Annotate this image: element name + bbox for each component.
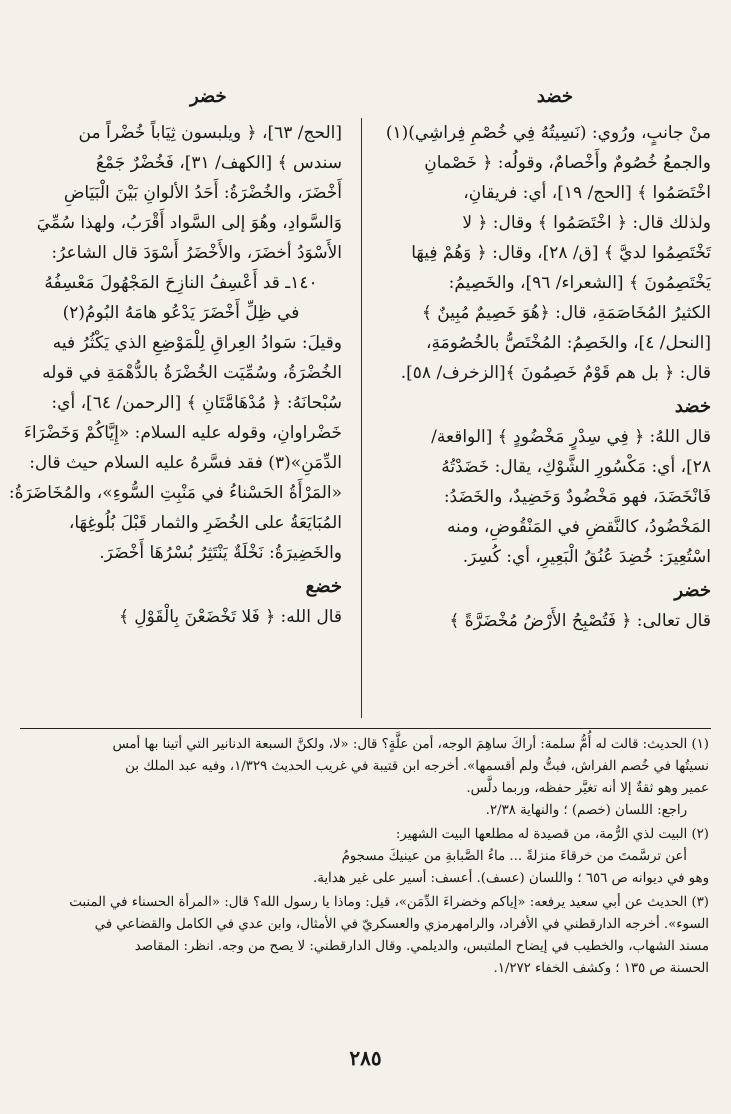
text-line: فَانْخَضَدَ، فهو مَخْضُودٌ وَخَضِيدٌ، والخَضَدُ:	[443, 487, 711, 507]
text-line: سندس ﴾ [الكهف/ ٣١]، فَخُضْرٌ جَمْعُ	[95, 153, 342, 173]
footnote-line: (٣) الحديث عن أبي سعيد يرفعه: «إياكم وخضراءَ الدِّمَن»، قيل: وماذا يا رسول الله؟ قال: «المرأة الحسناء في المنبت	[69, 895, 709, 910]
text-line: الخُضْرَةُ، وسُمِّيَت الخُضْرَةُ بالدُّهْمَةِ في قوله	[42, 363, 342, 383]
left-column	[8, 118, 342, 632]
text-line: خَضْراوانِ، وقوله عليه السلام: «إِيَّاكُمْ وَخَضْرَاءَ	[23, 423, 342, 443]
text-line: تَخْتَصِمُوا لديَّ ﴾ [ق/ ٢٨]، وقال: ﴿ وَهُمْ فِيهَا	[411, 243, 711, 263]
text-line: قال الله: ﴿ فَلا تَخْضَعْنَ بِالْقَوْلِ ﴾	[118, 607, 342, 627]
column-divider	[361, 118, 362, 718]
entry-title-khadr: خضر	[674, 580, 711, 601]
text-line: الدِّمَنِ»(٣) فقد فسَّرهُ عليه السلام حيث قال:	[29, 453, 342, 473]
text-line: قال اللهُ: ﴿ فِي سِدْرٍ مَخْضُودٍ ﴾ [الواقعة/	[431, 427, 711, 447]
text-line: سُبْحانَهُ: ﴿ مُدْهَامَّتَانِ ﴾ [الرحمن/ ٦٤]، أي:	[51, 393, 342, 413]
running-header-right: خضد	[536, 86, 573, 107]
text-line: [الحج/ ٦٣]، ﴿ ويلبسون ثِيَاباً خُضْراً من	[78, 123, 342, 143]
footnote-1	[22, 734, 709, 822]
footnote-line: وهو في ديوانه ص ٦٥٦ ؛ واللسان (عسف). أعسف: أسير على غير هداية.	[312, 871, 709, 886]
entry-title-khada: خضع	[305, 576, 342, 597]
entry-title-khadd: خضد	[674, 396, 711, 417]
text-line: الأَسْوَدُ أخضَرَ، والأَخْضَرُ أَسْوَدَ قال الشاعرُ:	[51, 243, 342, 263]
running-header-left: خضر	[190, 86, 227, 107]
footnote-line: نسيتُها في خُصم الفراش، فبتُّ ولم أقسمها». أخرجه ابن قتيبة في غريب الحديث ١/٣٢٩، وفيه عبد الملك بن	[125, 759, 709, 774]
footnote-line: عمير وهو ثقةٌ إلا أنه تغيَّر حفظه، وربما دلَّس.	[466, 781, 709, 796]
text-line: أَخْضَرَ، والخُضْرَةُ: أَحَدُ الألوانِ بَيْنَ الْبَيَاضِ	[63, 183, 342, 203]
text-line: اخْتَصَمُوا ﴾ [الحج/ ١٩]، أي: فريقانِ،	[463, 183, 711, 203]
text-line: والجمعُ خُصُومٌ وأَخْصامٌ، وقولُه: ﴿ خَصْمانِ	[424, 153, 711, 173]
footnotes	[22, 734, 709, 982]
poem-verse-line: في ظِلِّ أَخْضَرَ يَدْعُو هامَهُ البُومُ(٢)	[62, 303, 300, 323]
text-line: ٢٨]، أي: مَكْسُورِ الشَّوْكِ، يقال: خَضَدْتُهُ	[441, 457, 711, 477]
text-line: اسْتُعِيرَ: خُضِدَ عُنُقُ الْبَعِيرِ، أي: كُسِرَ.	[462, 547, 711, 567]
text-line: «المَرْأَةُ الحَسْناءُ في مَنْبِتِ السُّوءِ»، والمُخَاضَرَةُ:	[8, 483, 342, 503]
footnote-3	[22, 892, 709, 980]
text-line: قال: ﴿ بل هم قَوْمٌ خَصِمُونَ ﴾[الزخرف/ ٥٨].	[400, 363, 711, 383]
text-line: قال تعالى: ﴿ فَتُصْبِحُ الأَرْضُ مُخْضَرَّةً ﴾	[449, 611, 711, 631]
text-line: منْ جانبٍ، ورُوي: (نَسِيتُهُ فِي خُصْمِ فِراشِي)(١)	[385, 123, 711, 143]
text-line: الكثيرُ المُخَاصَمَةِ، قال: ﴿هُوَ خَصِيمٌ مُبِينٌ ﴾	[421, 303, 711, 323]
footnote-line: (٢) البيت لذي الرُّمة، من قصيدة له مطلعها البيت الشهير:	[395, 827, 709, 842]
page-number: ٢٨٥	[349, 1046, 382, 1070]
text-line: المَخْضُودُ، كالنَّقضِ في المَنْقُوضِ، ومنه	[446, 517, 711, 537]
footnote-line: (١) الحديث: قالت له أُمُّ سلمة: أراكَ ساهِمَ الوجه، أمن علَّةٍ؟ قال: «لا، ولكنَّ السبعة الدنانير التي أتينا بها أمس	[112, 737, 709, 752]
footnote-verse: أعن ترسَّمتَ من خرقاءَ منزلةً ... ماءُ الصَّبابةِ من عينيكَ مسجومُ	[341, 849, 687, 864]
text-line: وقيلَ: سَوادُ العِراقِ لِلْمَوْضِعِ الذي يَكْثُرُ فيه	[52, 333, 342, 353]
footnote-separator	[20, 728, 711, 729]
poem-verse-line: ١٤٠ـ قد أَعْسِفُ النازِحَ المَجْهُولَ مَعْسِفُهُ	[44, 273, 318, 293]
text-line: ولذلك قال: ﴿ اخْتَصَمُوا ﴾ وقال: ﴿ لا	[462, 213, 711, 233]
text-line: المُبَايَعَةُ على الخُضَرِ والثمار قَبْلَ بُلُوغِهَا،	[68, 513, 342, 533]
text-line: [النحل/ ٤]، والخَصِمُ: المُخْتَصُّ بالخُصُومَةِ،	[426, 333, 711, 353]
text-line: يَخْتَصِمُونَ ﴾ [الشعراء/ ٩٦]، والخَصِيمُ:	[448, 273, 711, 293]
footnote-line: مسند الشهاب، والخطيب في إيضاح الملتبس، والديلمي. وقال الدارقطني: لا يصح من وجه. انظر: المقاصد	[134, 939, 709, 954]
footnote-line: راجع: اللسان (خصم) ؛ والنهاية ٢/٣٨.	[485, 803, 687, 818]
right-column	[385, 118, 711, 636]
text-line: وَالسَّوادِ، وهُوَ إلى السَّواد أَقْرَبُ، ولهذا سُمِّيَ	[36, 213, 342, 233]
footnote-line: الحسنة ص ١٣٥ ؛ وكشف الخفاء ١/٢٧٢.	[493, 961, 709, 976]
footnote-line: السوء». أخرجه الدارقطني في الأفراد، والرامهرمزي والعسكريّ في الأمثال، وابن عدي في الكامل والقضاعي في	[94, 917, 709, 932]
footnote-2	[22, 824, 709, 890]
text-line: والخَضِيرَةُ: نَخْلَةٌ يَنْتَثِرُ بُسْرُهَا أَخْضَرَ.	[99, 543, 342, 563]
